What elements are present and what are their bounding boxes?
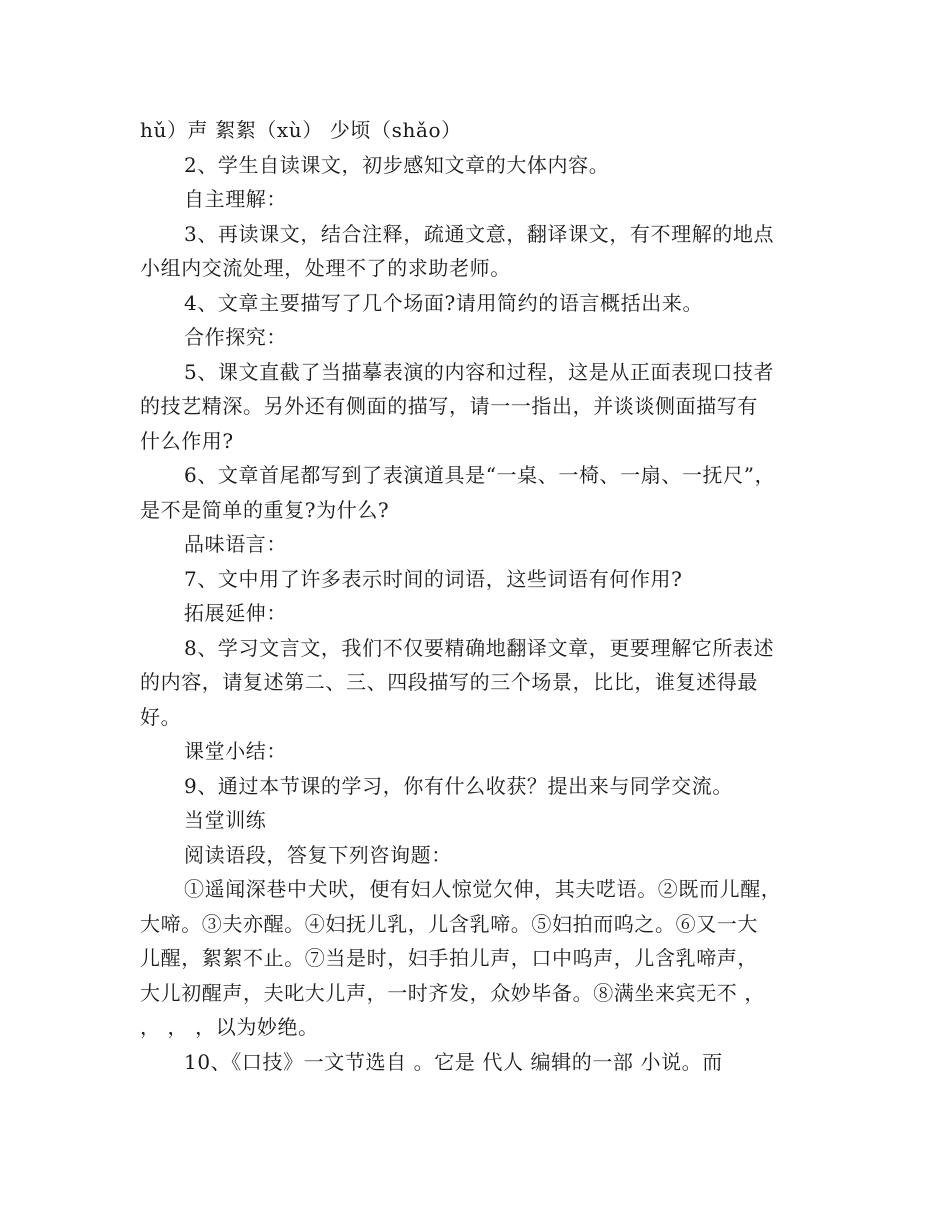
text-line: 小组内交流处理，处理不了的求助老师。 (140, 256, 511, 280)
passage-line: 大啼。③夫亦醒。④妇抚儿乳，儿含乳啼。⑤妇拍而呜之。⑥又一大 (140, 911, 758, 936)
text-line: 5、课文直截了当描摹表演的内容和过程，这是从正面表现口技者 (184, 359, 775, 384)
text-line: 的内容，请复述第二、三、四段描写的三个场景，比比，谁复述得最 (140, 670, 758, 694)
section-heading: 品味语言： (184, 532, 287, 556)
text-line: hǔ）声 絮絮（xù） 少顷（shǎo） (140, 118, 462, 142)
text-line: 2、学生自读课文，初步感知文章的大体内容。 (184, 152, 610, 177)
text-line: 好。 (140, 704, 182, 729)
text-line: 什么作用? (140, 428, 234, 453)
section-heading: 拓展延伸： (184, 601, 287, 625)
text-line: 3、再读课文，结合注释，疏通文意，翻译课文，有不理解的地点 (184, 221, 775, 246)
passage-line: ， ， ，以为妙绝。 (140, 1015, 319, 1039)
text-line: 的技艺精深。另外还有侧面的描写，请一一指出，并谈谈侧面描写有 (140, 394, 758, 418)
section-heading: 合作探究： (184, 325, 287, 349)
passage-line: ①遥闻深巷中犬吠，便有妇人惊觉欠伸，其夫呓语。②既而儿醒， (184, 877, 782, 901)
text-line: 4、文章主要描写了几个场面?请用简约的语言概括出来。 (184, 290, 704, 315)
text-line: 7、文中用了许多表示时间的词语，这些词语有何作用? (184, 566, 683, 591)
section-heading: 自主理解： (184, 187, 287, 211)
section-heading: 课堂小结： (184, 739, 287, 763)
section-heading: 当堂训练 (184, 808, 267, 832)
text-line: 9、通过本节课的学习，你有什么收获？提出来与同学交流。 (184, 773, 733, 798)
passage-line: 大儿初醒声，夫叱大儿声，一时齐发，众妙毕备。⑧满坐来宾无不 ， (140, 980, 765, 1005)
question-line: 10、《口技》一文节选自 。它是 代人 编辑的一部 小说。而 (184, 1049, 723, 1074)
document-body (140, 113, 820, 1079)
text-line: 是不是简单的重复?为什么? (140, 497, 390, 522)
text-line: 阅读语段，答复下列咨询题： (184, 842, 452, 867)
text-line: 8、学习文言文，我们不仅要精确地翻译文章，更要理解它所表述 (184, 635, 775, 660)
text-line: 6、文章首尾都写到了表演道具是“一桌、一椅、一扇、一抚尺”， (184, 463, 776, 487)
passage-line: 儿醒，絮絮不止。⑦当是时，妇手拍儿声，口中呜声，儿含乳啼声， (140, 946, 758, 970)
